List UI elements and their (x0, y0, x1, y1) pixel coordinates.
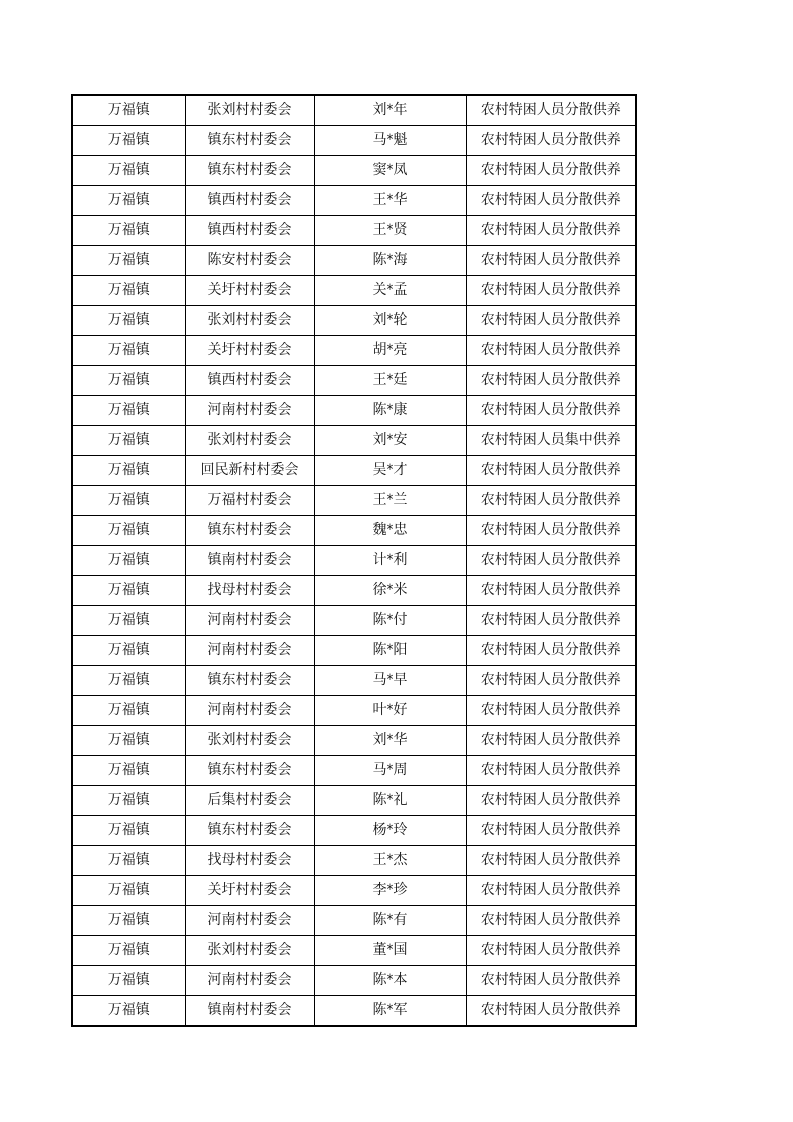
table-row (72, 306, 636, 336)
village-committee-cell: 镇西村村委会 (185, 186, 314, 216)
town-cell: 万福镇 (72, 95, 185, 126)
village-committee-cell: 河南村村委会 (185, 636, 314, 666)
person-name-cell: 陈*付 (314, 606, 466, 636)
village-committee-cell: 河南村村委会 (185, 396, 314, 426)
table-row (72, 786, 636, 816)
village-committee-cell: 找母村村委会 (185, 846, 314, 876)
table-row (72, 396, 636, 426)
town-cell: 万福镇 (72, 396, 185, 426)
support-type-cell: 农村特困人员分散供养 (466, 936, 636, 966)
support-type-cell: 农村特困人员分散供养 (466, 366, 636, 396)
table-row (72, 276, 636, 306)
table-row (72, 906, 636, 936)
support-type-cell: 农村特困人员集中供养 (466, 426, 636, 456)
town-cell: 万福镇 (72, 336, 185, 366)
support-type-cell: 农村特困人员分散供养 (466, 216, 636, 246)
support-type-cell: 农村特困人员分散供养 (466, 306, 636, 336)
town-cell: 万福镇 (72, 276, 185, 306)
support-type-cell: 农村特困人员分散供养 (466, 126, 636, 156)
support-type-cell: 农村特困人员分散供养 (466, 666, 636, 696)
support-type-cell: 农村特困人员分散供养 (466, 546, 636, 576)
table-row (72, 816, 636, 846)
person-name-cell: 刘*轮 (314, 306, 466, 336)
village-committee-cell: 镇东村村委会 (185, 816, 314, 846)
town-cell: 万福镇 (72, 366, 185, 396)
support-type-cell: 农村特困人员分散供养 (466, 606, 636, 636)
table-row (72, 486, 636, 516)
person-name-cell: 刘*华 (314, 726, 466, 756)
table-row (72, 156, 636, 186)
town-cell: 万福镇 (72, 426, 185, 456)
person-name-cell: 马*早 (314, 666, 466, 696)
village-committee-cell: 镇东村村委会 (185, 126, 314, 156)
person-name-cell: 董*国 (314, 936, 466, 966)
town-cell: 万福镇 (72, 186, 185, 216)
person-name-cell: 陈*阳 (314, 636, 466, 666)
village-committee-cell: 镇东村村委会 (185, 756, 314, 786)
village-committee-cell: 张刘村村委会 (185, 936, 314, 966)
town-cell: 万福镇 (72, 666, 185, 696)
person-name-cell: 陈*礼 (314, 786, 466, 816)
support-type-cell: 农村特困人员分散供养 (466, 906, 636, 936)
village-committee-cell: 张刘村村委会 (185, 95, 314, 126)
village-committee-cell: 后集村村委会 (185, 786, 314, 816)
person-name-cell: 计*利 (314, 546, 466, 576)
table-row (72, 636, 636, 666)
village-committee-cell: 镇东村村委会 (185, 516, 314, 546)
support-type-cell: 农村特困人员分散供养 (466, 816, 636, 846)
village-committee-cell: 找母村村委会 (185, 576, 314, 606)
town-cell: 万福镇 (72, 486, 185, 516)
table-row (72, 186, 636, 216)
support-type-cell: 农村特困人员分散供养 (466, 486, 636, 516)
person-name-cell: 陈*本 (314, 966, 466, 996)
support-type-cell: 农村特困人员分散供养 (466, 696, 636, 726)
person-name-cell: 窦*凤 (314, 156, 466, 186)
village-committee-cell: 张刘村村委会 (185, 726, 314, 756)
person-name-cell: 叶*好 (314, 696, 466, 726)
support-type-cell: 农村特困人员分散供养 (466, 786, 636, 816)
village-committee-cell: 镇东村村委会 (185, 666, 314, 696)
table-row (72, 726, 636, 756)
support-type-cell: 农村特困人员分散供养 (466, 636, 636, 666)
person-name-cell: 吴*才 (314, 456, 466, 486)
table-row (72, 246, 636, 276)
village-committee-cell: 镇南村村委会 (185, 996, 314, 1027)
town-cell: 万福镇 (72, 516, 185, 546)
village-committee-cell: 张刘村村委会 (185, 306, 314, 336)
table-row (72, 546, 636, 576)
village-committee-cell: 河南村村委会 (185, 696, 314, 726)
town-cell: 万福镇 (72, 576, 185, 606)
village-committee-cell: 关圩村村委会 (185, 876, 314, 906)
person-name-cell: 王*贤 (314, 216, 466, 246)
person-name-cell: 魏*忠 (314, 516, 466, 546)
town-cell: 万福镇 (72, 996, 185, 1027)
table-row (72, 516, 636, 546)
support-type-cell: 农村特困人员分散供养 (466, 246, 636, 276)
town-cell: 万福镇 (72, 936, 185, 966)
town-cell: 万福镇 (72, 306, 185, 336)
town-cell: 万福镇 (72, 966, 185, 996)
town-cell: 万福镇 (72, 246, 185, 276)
town-cell: 万福镇 (72, 156, 185, 186)
support-type-cell: 农村特困人员分散供养 (466, 456, 636, 486)
support-type-cell: 农村特困人员分散供养 (466, 186, 636, 216)
village-committee-cell: 镇西村村委会 (185, 216, 314, 246)
table-row (72, 456, 636, 486)
person-name-cell: 李*珍 (314, 876, 466, 906)
village-committee-cell: 关圩村村委会 (185, 276, 314, 306)
support-type-cell: 农村特困人员分散供养 (466, 756, 636, 786)
person-name-cell: 马*魁 (314, 126, 466, 156)
person-name-cell: 王*杰 (314, 846, 466, 876)
town-cell: 万福镇 (72, 126, 185, 156)
support-type-cell: 农村特困人员分散供养 (466, 516, 636, 546)
person-name-cell: 杨*玲 (314, 816, 466, 846)
person-name-cell: 陈*有 (314, 906, 466, 936)
village-committee-cell: 河南村村委会 (185, 906, 314, 936)
village-committee-cell: 镇南村村委会 (185, 546, 314, 576)
support-type-cell: 农村特困人员分散供养 (466, 876, 636, 906)
town-cell: 万福镇 (72, 756, 185, 786)
table-row (72, 846, 636, 876)
person-name-cell: 陈*军 (314, 996, 466, 1027)
support-type-cell: 农村特困人员分散供养 (466, 95, 636, 126)
support-type-cell: 农村特困人员分散供养 (466, 966, 636, 996)
town-cell: 万福镇 (72, 606, 185, 636)
roster-table (71, 94, 637, 1027)
town-cell: 万福镇 (72, 456, 185, 486)
table-row (72, 996, 636, 1027)
table-row (72, 366, 636, 396)
support-type-cell: 农村特困人员分散供养 (466, 396, 636, 426)
person-name-cell: 陈*康 (314, 396, 466, 426)
town-cell: 万福镇 (72, 726, 185, 756)
support-type-cell: 农村特困人员分散供养 (466, 276, 636, 306)
town-cell: 万福镇 (72, 846, 185, 876)
table-row (72, 126, 636, 156)
person-name-cell: 胡*亮 (314, 336, 466, 366)
table-row (72, 95, 636, 126)
support-type-cell: 农村特困人员分散供养 (466, 156, 636, 186)
roster-table-body (72, 95, 636, 1026)
town-cell: 万福镇 (72, 876, 185, 906)
village-committee-cell: 镇西村村委会 (185, 366, 314, 396)
table-row (72, 576, 636, 606)
table-row (72, 336, 636, 366)
table-row (72, 426, 636, 456)
town-cell: 万福镇 (72, 546, 185, 576)
support-type-cell: 农村特困人员分散供养 (466, 996, 636, 1027)
table-row (72, 666, 636, 696)
person-name-cell: 王*兰 (314, 486, 466, 516)
support-type-cell: 农村特困人员分散供养 (466, 846, 636, 876)
support-type-cell: 农村特困人员分散供养 (466, 726, 636, 756)
village-committee-cell: 张刘村村委会 (185, 426, 314, 456)
table-row (72, 966, 636, 996)
person-name-cell: 陈*海 (314, 246, 466, 276)
person-name-cell: 刘*安 (314, 426, 466, 456)
table-row (72, 876, 636, 906)
village-committee-cell: 回民新村村委会 (185, 456, 314, 486)
town-cell: 万福镇 (72, 816, 185, 846)
town-cell: 万福镇 (72, 216, 185, 246)
support-type-cell: 农村特困人员分散供养 (466, 336, 636, 366)
support-type-cell: 农村特困人员分散供养 (466, 576, 636, 606)
village-committee-cell: 河南村村委会 (185, 606, 314, 636)
village-committee-cell: 镇东村村委会 (185, 156, 314, 186)
person-name-cell: 马*周 (314, 756, 466, 786)
person-name-cell: 刘*年 (314, 95, 466, 126)
village-committee-cell: 万福村村委会 (185, 486, 314, 516)
town-cell: 万福镇 (72, 906, 185, 936)
village-committee-cell: 关圩村村委会 (185, 336, 314, 366)
town-cell: 万福镇 (72, 636, 185, 666)
village-committee-cell: 河南村村委会 (185, 966, 314, 996)
table-row (72, 606, 636, 636)
town-cell: 万福镇 (72, 696, 185, 726)
table-row (72, 756, 636, 786)
table-row (72, 696, 636, 726)
person-name-cell: 王*华 (314, 186, 466, 216)
person-name-cell: 王*廷 (314, 366, 466, 396)
village-committee-cell: 陈安村村委会 (185, 246, 314, 276)
table-row (72, 216, 636, 246)
table-row (72, 936, 636, 966)
person-name-cell: 徐*米 (314, 576, 466, 606)
person-name-cell: 关*孟 (314, 276, 466, 306)
town-cell: 万福镇 (72, 786, 185, 816)
